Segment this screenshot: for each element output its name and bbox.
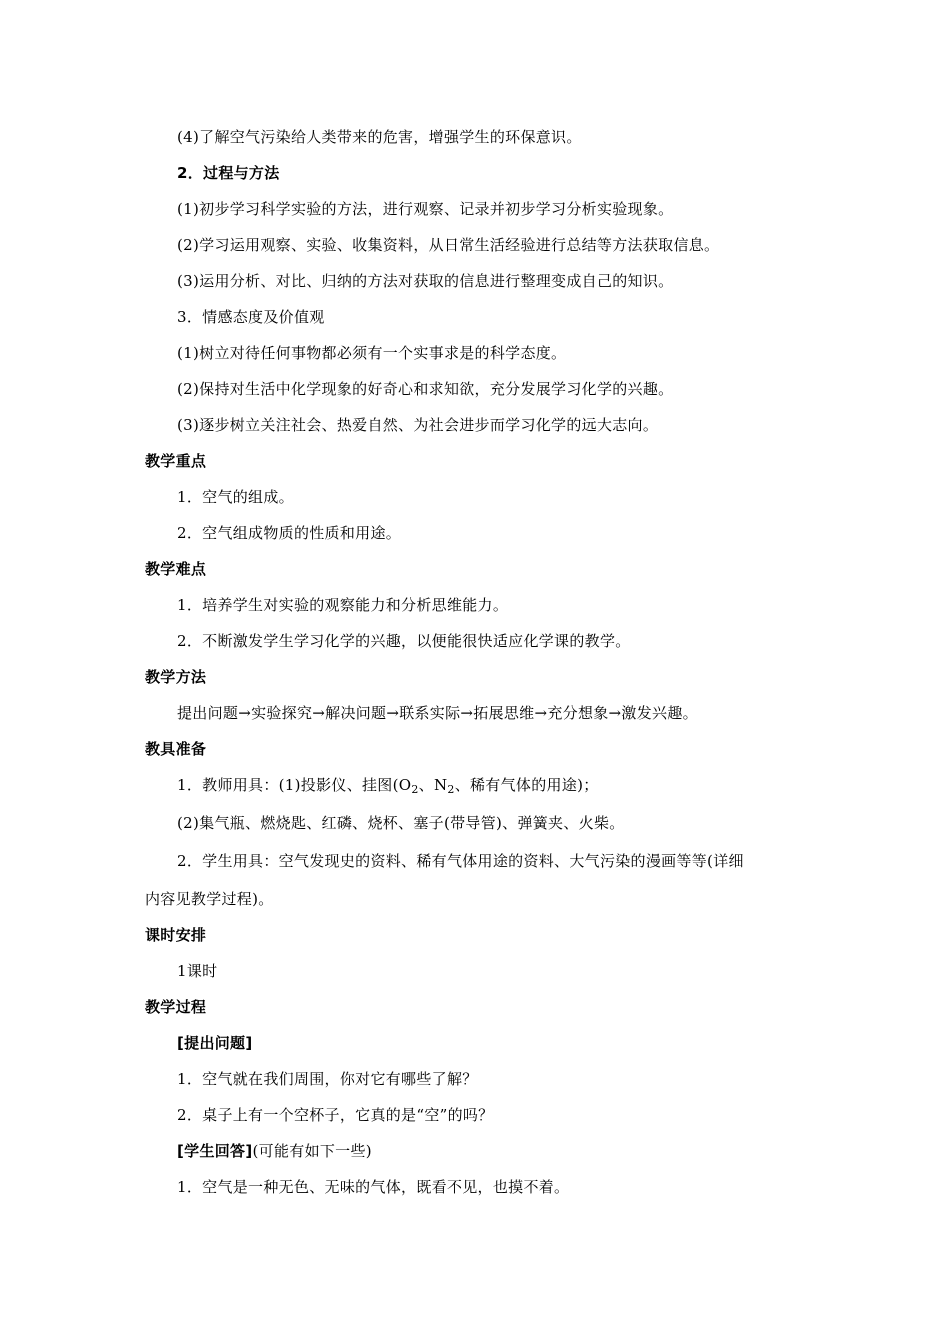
tools-student-line-1: 2．学生用具：空气发现史的资料、稀有气体用途的资料、大气污染的漫画等等(详细 bbox=[177, 852, 744, 870]
tools-teacher-line bbox=[177, 775, 599, 795]
process-method-heading: 2．过程与方法 bbox=[177, 164, 280, 182]
schedule-text: 1课时 bbox=[177, 962, 218, 980]
question-1: 1．空气就在我们周围，你对它有哪些了解？ bbox=[177, 1070, 478, 1088]
method-heading: 教学方法 bbox=[145, 668, 207, 686]
emotion-heading: 3．情感态度及价值观 bbox=[177, 308, 325, 326]
key-points-heading: 教学重点 bbox=[145, 452, 207, 470]
student-answer-label: [学生回答] bbox=[177, 1142, 253, 1160]
knowledge-item-4: (4)了解空气污染给人类带来的危害，增强学生的环保意识。 bbox=[177, 128, 582, 146]
key-point-1: 1．空气的组成。 bbox=[177, 488, 294, 506]
process-item-2: (2)学习运用观察、实验、收集资料，从日常生活经验进行总结等方法获取信息。 bbox=[177, 236, 720, 254]
tools-teacher-suffix: 、稀有气体的用途)； bbox=[454, 776, 599, 794]
tools-teacher-prefix: 1．教师用具：(1)投影仪、挂图(O bbox=[177, 776, 412, 794]
schedule-heading: 课时安排 bbox=[145, 926, 207, 944]
ask-question-label: [提出问题] bbox=[177, 1034, 253, 1052]
o2-subscript: 2 bbox=[411, 783, 419, 796]
difficulty-1: 1．培养学生对实验的观察能力和分析思维能力。 bbox=[177, 596, 509, 614]
tools-student-line-2: 内容见教学过程)。 bbox=[145, 890, 274, 908]
difficulty-2: 2．不断激发学生学习化学的兴趣，以便能很快适应化学课的教学。 bbox=[177, 632, 631, 650]
n2-subscript: 2 bbox=[447, 783, 455, 796]
question-2: 2．桌子上有一个空杯子，它真的是“空”的吗？ bbox=[177, 1106, 494, 1124]
method-text: 提出问题→实验探究→解决问题→联系实际→拓展思维→充分想象→激发兴趣。 bbox=[177, 704, 698, 722]
student-answer-note: (可能有如下一些) bbox=[252, 1142, 372, 1160]
tools-teacher-middle: 、N bbox=[418, 776, 448, 794]
process-section-heading: 教学过程 bbox=[145, 998, 207, 1016]
tools-teacher-line-2: (2)集气瓶、燃烧匙、红磷、烧杯、塞子(带导管)、弹簧夹、火柴。 bbox=[177, 814, 625, 832]
answer-1: 1．空气是一种无色、无味的气体，既看不见，也摸不着。 bbox=[177, 1178, 570, 1196]
emotion-item-3: (3)逐步树立关注社会、热爱自然、为社会进步而学习化学的远大志向。 bbox=[177, 416, 659, 434]
tools-heading: 教具准备 bbox=[145, 740, 207, 758]
key-point-2: 2．空气组成物质的性质和用途。 bbox=[177, 524, 402, 542]
process-item-1: (1)初步学习科学实验的方法，进行观察、记录并初步学习分析实验现象。 bbox=[177, 200, 674, 218]
student-answer-line bbox=[177, 1141, 372, 1161]
emotion-item-1: (1)树立对待任何事物都必须有一个实事求是的科学态度。 bbox=[177, 344, 567, 362]
emotion-item-2: (2)保持对生活中化学现象的好奇心和求知欲，充分发展学习化学的兴趣。 bbox=[177, 380, 674, 398]
process-item-3: (3)运用分析、对比、归纳的方法对获取的信息进行整理变成自己的知识。 bbox=[177, 272, 674, 290]
difficulties-heading: 教学难点 bbox=[145, 560, 207, 578]
